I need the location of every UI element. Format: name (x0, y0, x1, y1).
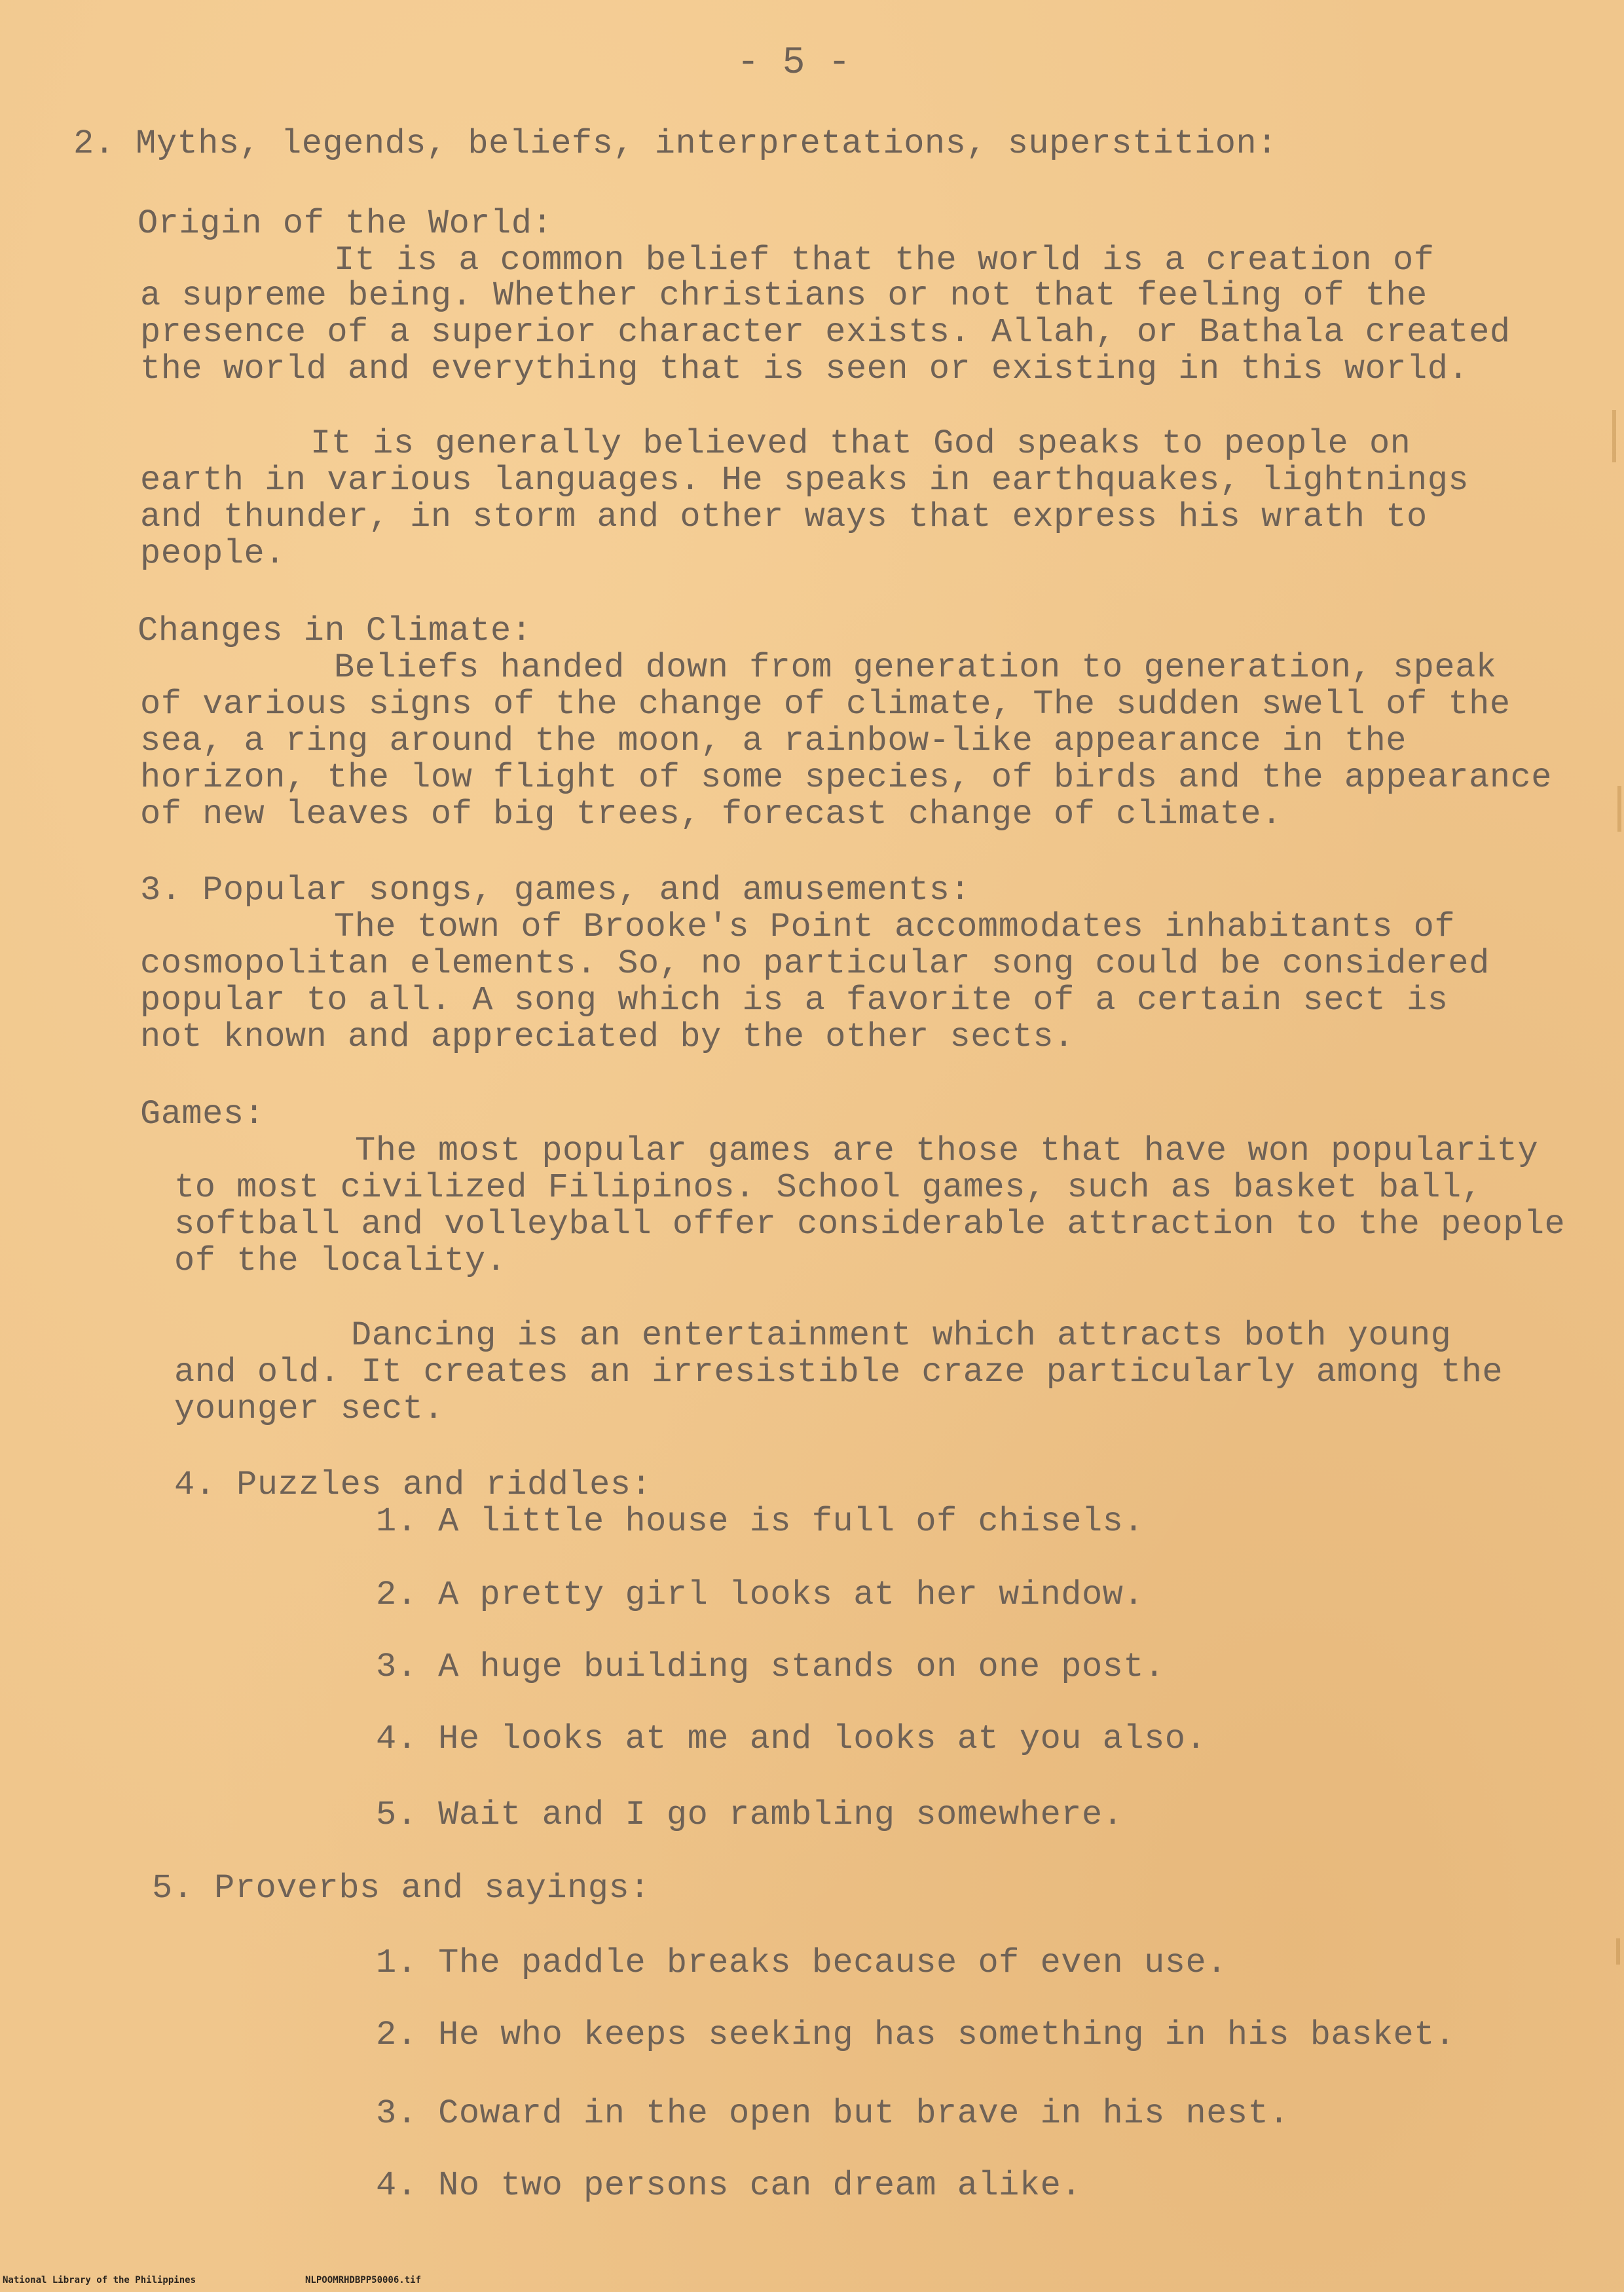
climate-p1-line: of various signs of the change of climate, The sudden swell of the (140, 685, 1511, 724)
games-p2-line: Dancing is an entertainment which attracts both young (351, 1316, 1452, 1355)
games-p1-line: to most civilized Filipinos. School games, such as basket ball, (174, 1168, 1483, 1207)
climate-p1-line: horizon, the low flight of some species, of birds and the appearance (140, 758, 1552, 797)
proverb-item: 1. The paddle breaks because of even use. (376, 1944, 1227, 1982)
games-p1-line: The most popular games are those that have won popularity (355, 1132, 1539, 1170)
games-title: Games: (140, 1095, 265, 1134)
games-p1-line: of the locality. (174, 1242, 507, 1280)
proverb-item: 3. Coward in the open but brave in his nest. (376, 2094, 1290, 2133)
origin-p1-line: the world and everything that is seen or existing in this world. (140, 350, 1469, 388)
section-3-p1-line: not known and appreciated by the other sects. (140, 1018, 1075, 1056)
scan-edge-mark (1617, 786, 1621, 832)
scan-edge-mark (1612, 410, 1616, 462)
footer-library-credit: National Library of the Philippines (3, 2275, 196, 2285)
origin-p1-line: It is a common belief that the world is a creation of (334, 241, 1435, 280)
riddle-item: 3. A huge building stands on one post. (376, 1648, 1165, 1686)
origin-p2-line: earth in various languages. He speaks in earthquakes, lightnings (140, 461, 1469, 500)
origin-title: Origin of the World: (138, 204, 553, 243)
footer-file-id: NLPOOMRHDBPP50006.tif (305, 2275, 422, 2285)
riddle-item: 2. A pretty girl looks at her window. (376, 1576, 1145, 1614)
games-p1-line: softball and volleyball offer considerable attraction to the people (174, 1205, 1566, 1244)
origin-p2-line: It is generally believed that God speaks to people on (310, 424, 1411, 463)
section-3-p1-line: cosmopolitan elements. So, no particular song could be considered (140, 944, 1490, 983)
section-4-heading: 4. Puzzles and riddles: (174, 1466, 652, 1504)
origin-p2-line: and thunder, in storm and other ways that express his wrath to (140, 498, 1428, 536)
section-3-p1-line: The town of Brooke's Point accommodates inhabitants of (334, 908, 1456, 946)
proverb-item: 2. He who keeps seeking has something in his basket. (376, 2016, 1456, 2054)
climate-p1-line: sea, a ring around the moon, a rainbow-like appearance in the (140, 722, 1407, 760)
section-2-heading: 2. Myths, legends, beliefs, interpretations, superstition: (73, 124, 1278, 163)
climate-p1-line: of new leaves of big trees, forecast change of climate. (140, 795, 1282, 834)
riddle-item: 1. A little house is full of chisels. (376, 1502, 1145, 1541)
games-p2-line: younger sect. (174, 1390, 445, 1428)
riddle-item: 4. He looks at me and looks at you also. (376, 1720, 1207, 1758)
section-3-heading: 3. Popular songs, games, and amusements: (140, 871, 971, 910)
section-5-heading: 5. Proverbs and sayings: (152, 1869, 650, 1908)
riddle-item: 5. Wait and I go rambling somewhere. (376, 1796, 1124, 1834)
page-number: - 5 - (737, 42, 851, 84)
origin-p1-line: a supreme being. Whether christians or not that feeling of the (140, 276, 1428, 315)
games-p2-line: and old. It creates an irresistible craze particularly among the (174, 1353, 1504, 1392)
origin-p1-line: presence of a superior character exists. Allah, or Bathala created (140, 313, 1511, 352)
scan-edge-mark (1616, 1938, 1620, 1965)
section-3-p1-line: popular to all. A song which is a favorite of a certain sect is (140, 981, 1449, 1020)
climate-title: Changes in Climate: (138, 612, 532, 650)
origin-p2-line: people. (140, 534, 286, 573)
proverb-item: 4. No two persons can dream alike. (376, 2166, 1082, 2205)
climate-p1-line: Beliefs handed down from generation to generation, speak (334, 648, 1497, 687)
